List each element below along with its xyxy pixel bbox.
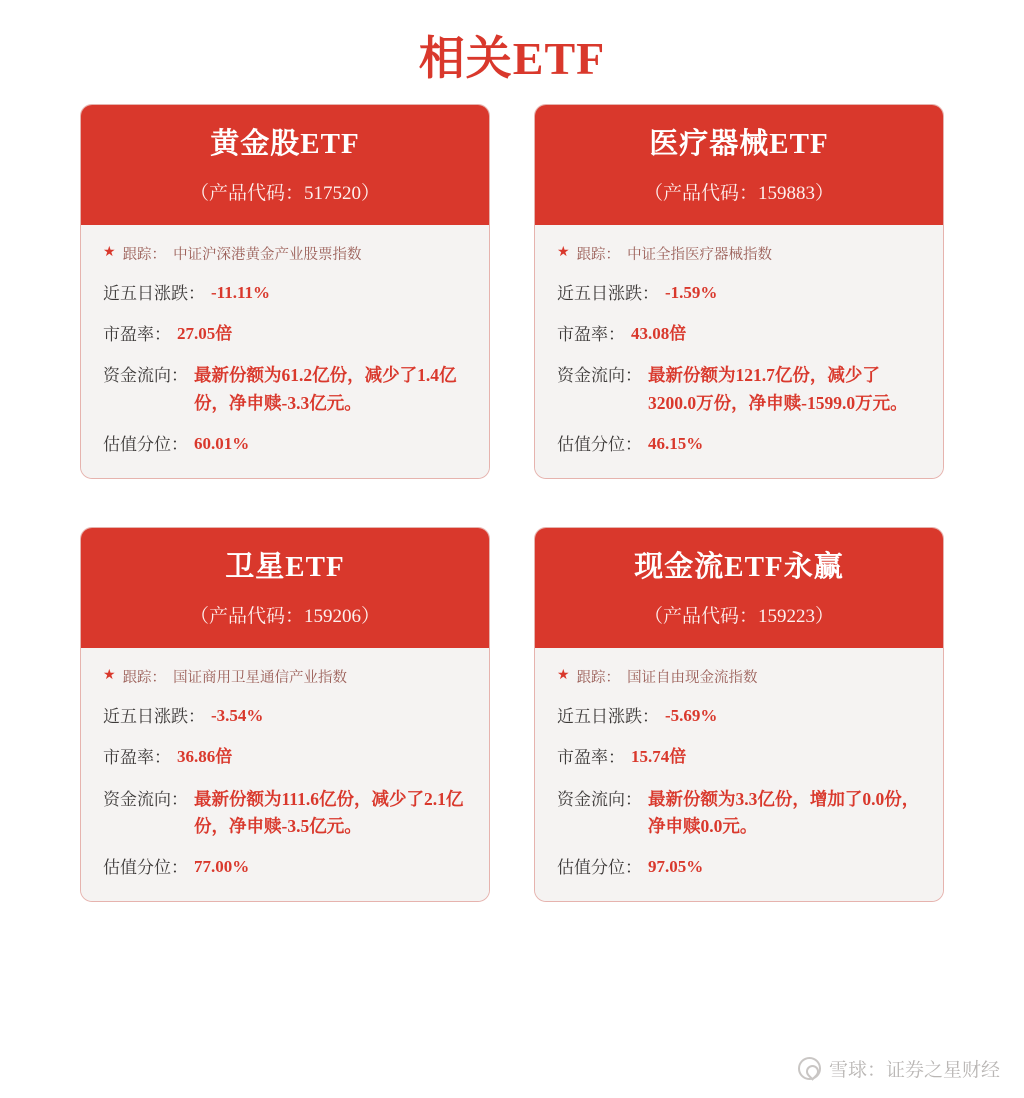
etf-name: 卫星ETF — [225, 551, 345, 584]
flow-label: 资金流向： — [557, 366, 642, 386]
five-day-change-row — [557, 280, 921, 307]
star-icon: ★ — [557, 245, 570, 261]
etf-name: 现金流ETF永赢 — [634, 551, 844, 584]
flow-value: 最新份额为3.3亿份，增加了0.0份，净申赎0.0元。 — [648, 788, 920, 836]
tracking-index-row — [557, 243, 921, 264]
etf-code — [545, 601, 933, 628]
star-icon: ★ — [557, 668, 570, 684]
tracking-index-row — [103, 243, 467, 264]
five-day-label: 近五日涨跌： — [557, 283, 659, 303]
valuation-value: 97.05% — [648, 856, 704, 876]
tracking-value: 国证自由现金流指数 — [627, 669, 758, 686]
valuation-label: 估值分位： — [557, 857, 642, 877]
fund-flow-row — [103, 362, 467, 416]
star-icon: ★ — [103, 245, 116, 261]
tracking-value: 中证全指医疗器械指数 — [627, 246, 773, 263]
five-day-change-row — [557, 703, 921, 730]
pe-ratio-row — [557, 744, 921, 771]
pe-value: 43.08倍 — [631, 324, 687, 344]
five-day-change-row — [103, 280, 467, 307]
flow-value: 最新份额为61.2亿份，减少了1.4亿份，净申赎-3.3亿元。 — [194, 365, 457, 413]
five-day-change-row — [103, 703, 467, 730]
pe-label: 市盈率： — [557, 748, 625, 768]
tracking-index-row — [103, 666, 467, 687]
star-icon: ★ — [103, 668, 116, 684]
tracking-label: 跟踪： — [576, 669, 621, 686]
code-suffix: ） — [815, 182, 835, 204]
valuation-value: 46.15% — [648, 433, 704, 453]
etf-card-body — [81, 225, 489, 478]
tracking-value: 国证商用卫星通信产业指数 — [173, 669, 348, 686]
valuation-percentile-row — [103, 431, 467, 458]
etf-card-body — [535, 225, 943, 478]
etf-card[interactable] — [80, 527, 490, 902]
code-prefix: （产品代码： — [189, 182, 304, 204]
flow-value: 最新份额为111.6亿份，减少了2.1亿份，净申赎-3.5亿元。 — [194, 788, 464, 836]
etf-card[interactable] — [534, 104, 944, 479]
pe-ratio-row — [103, 744, 467, 771]
tracking-value: 中证沪深港黄金产业股票指数 — [173, 246, 362, 263]
etf-card-header — [81, 105, 489, 225]
code-suffix: ） — [815, 605, 835, 627]
fund-flow-row — [103, 786, 467, 840]
etf-card-grid — [0, 98, 1024, 902]
five-day-value: -1.59% — [665, 282, 718, 302]
flow-label: 资金流向： — [103, 789, 188, 809]
code-value: 517520 — [304, 182, 361, 204]
etf-code — [91, 178, 479, 205]
flow-label: 资金流向： — [557, 789, 642, 809]
five-day-value: -5.69% — [665, 705, 718, 725]
valuation-label: 估值分位： — [103, 434, 188, 454]
fund-flow-row — [557, 362, 921, 416]
pe-ratio-row — [103, 321, 467, 348]
code-value: 159223 — [758, 605, 815, 627]
tracking-index-row — [557, 666, 921, 687]
code-prefix: （产品代码： — [189, 605, 304, 627]
etf-card-header — [81, 528, 489, 648]
valuation-percentile-row — [557, 854, 921, 881]
etf-card[interactable] — [534, 527, 944, 902]
code-prefix: （产品代码： — [643, 182, 758, 204]
valuation-value: 77.00% — [194, 856, 250, 876]
pe-ratio-row — [557, 321, 921, 348]
pe-value: 15.74倍 — [631, 747, 687, 767]
etf-card-header — [535, 105, 943, 225]
tracking-label: 跟踪： — [122, 246, 167, 263]
etf-card-body — [535, 648, 943, 901]
code-value: 159206 — [304, 605, 361, 627]
five-day-value: -11.11% — [211, 282, 271, 302]
five-day-label: 近五日涨跌： — [103, 706, 205, 726]
flow-label: 资金流向： — [103, 366, 188, 386]
valuation-value: 60.01% — [194, 433, 250, 453]
fund-flow-row — [557, 786, 921, 840]
etf-name: 黄金股ETF — [210, 128, 360, 160]
snowball-logo-icon — [798, 1057, 821, 1080]
code-suffix: ） — [361, 182, 381, 204]
watermark — [798, 1055, 1000, 1082]
pe-label: 市盈率： — [103, 748, 171, 768]
etf-card-header — [535, 528, 943, 648]
page-title: 相关ETF — [418, 33, 606, 84]
valuation-label: 估值分位： — [557, 434, 642, 454]
pe-label: 市盈率： — [557, 325, 625, 345]
pe-label: 市盈率： — [103, 325, 171, 345]
five-day-label: 近五日涨跌： — [557, 706, 659, 726]
etf-card[interactable] — [80, 104, 490, 479]
five-day-label: 近五日涨跌： — [103, 283, 205, 303]
code-suffix: ） — [361, 605, 381, 627]
etf-name: 医疗器械ETF — [649, 128, 829, 160]
valuation-label: 估值分位： — [103, 857, 188, 877]
valuation-percentile-row — [557, 431, 921, 458]
etf-code — [91, 601, 479, 628]
code-value: 159883 — [758, 182, 815, 204]
valuation-percentile-row — [103, 854, 467, 881]
tracking-label: 跟踪： — [576, 246, 621, 263]
pe-value: 36.86倍 — [177, 747, 233, 767]
code-prefix: （产品代码： — [643, 605, 758, 627]
etf-code — [545, 178, 933, 205]
watermark-text: 雪球：证券之星财经 — [828, 1060, 1000, 1081]
five-day-value: -3.54% — [211, 705, 264, 725]
etf-card-body — [81, 648, 489, 901]
pe-value: 27.05倍 — [177, 324, 233, 344]
flow-value: 最新份额为121.7亿份，减少了3200.0万份，净申赎-1599.0万元。 — [648, 365, 908, 413]
tracking-label: 跟踪： — [122, 669, 167, 686]
